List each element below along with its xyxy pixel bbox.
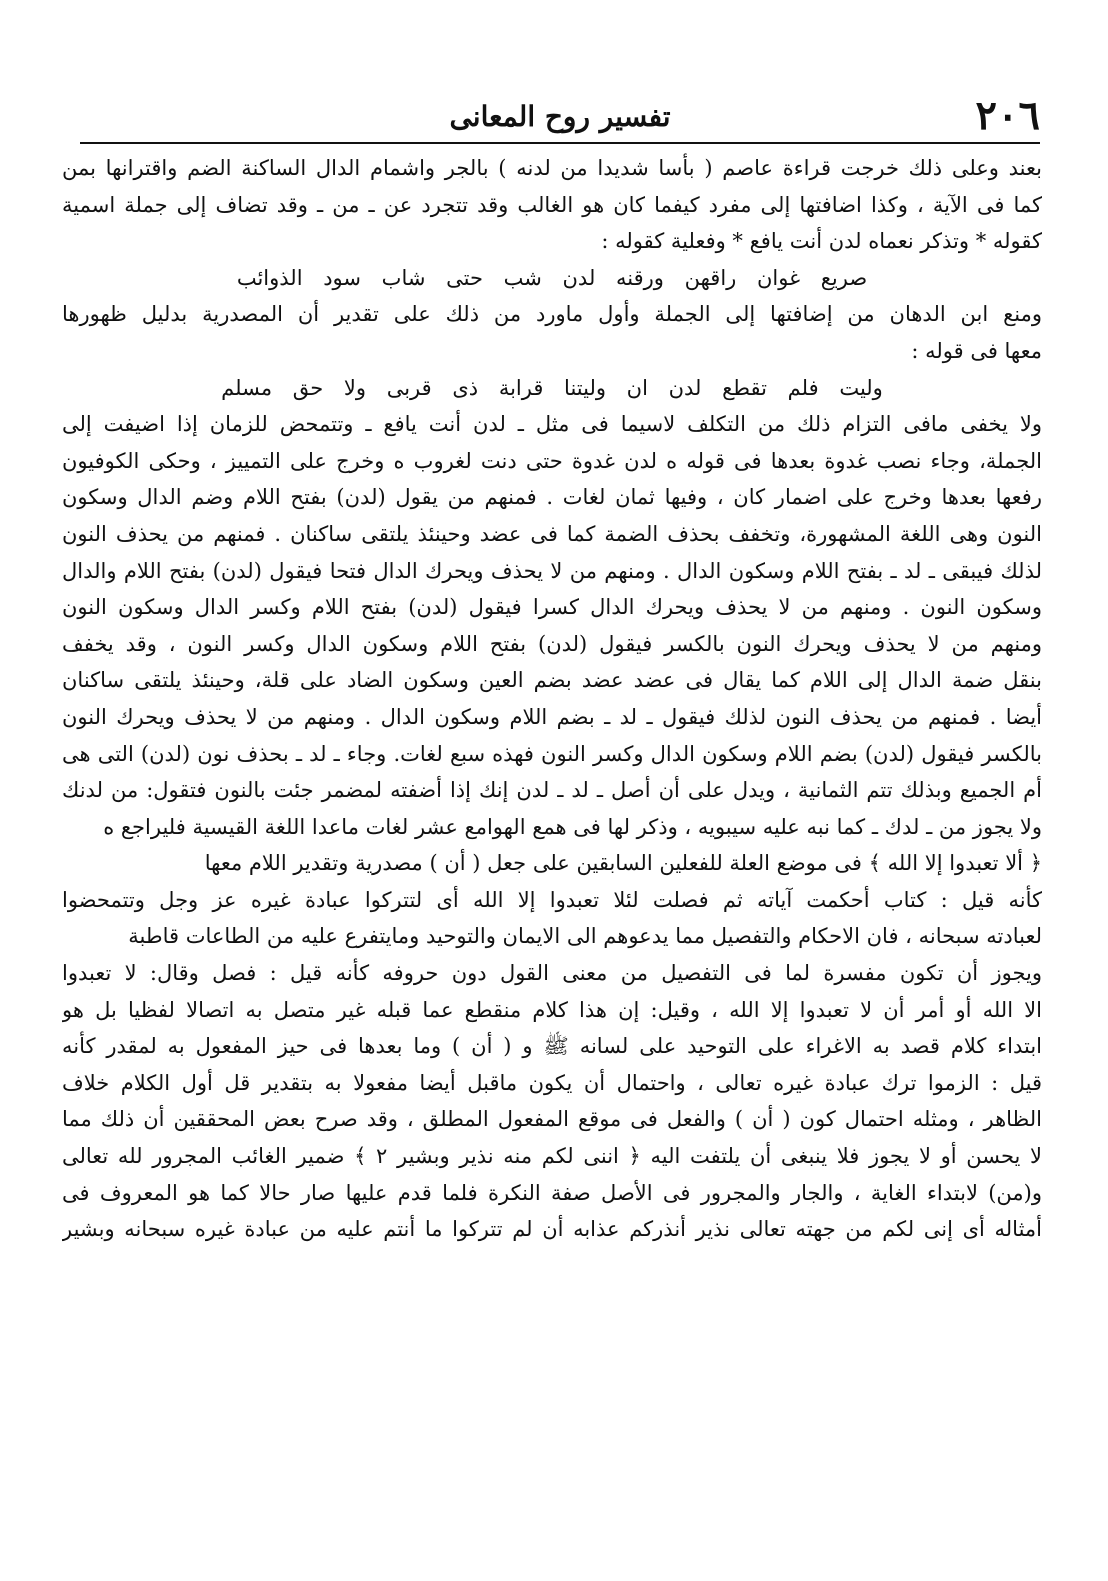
text-line: لا يحسن أو لا يجوز فلا ينبغى أن يلتفت اليه ﴿ اننى لكم منه نذير وبشير ٢ ﴾ ضمير الغائب المجرور لله تعالى [62,1144,1042,1169]
text-line: قيل : الزموا ترك عبادة غيره تعالى ، واحتمال أن يكون ماقبل أيضا مفعولا به بتقدير قل أول الكلام خلاف [62,1070,1042,1095]
text-line: كما فى الآية ، وكذا اضافتها إلى مفرد كيفما كان هو الغالب وقد تتجرد عن ـ من ـ وقد تضاف إلى جملة اسمية [62,192,1042,217]
text-line: ولا يجوز من ـ لدك ـ كما نبه عليه سيبويه ، وذكر لها فى همع الهوامع عشر لغات ماعدا اللغة القيسية فليراجع ه [103,814,1042,839]
text-line: أيضا . فمنهم من يحذف النون لذلك فيقول ـ لد ـ بضم اللام وسكون الدال . ومنهم من لا يحذف ويحرك النون [62,704,1042,729]
text-line: بنقل ضمة الدال إلى اللام كما يقال فى عضد عضد بضم العين وسكون الضاد على قلة، وحينئذ يلتقى ساكنان [62,668,1042,693]
text-line: لعبادته سبحانه ، فان الاحكام والتفصيل مما يدعوهم الى الايمان والتوحيد ومايتفرع عليه من الطاعات قاطبة [128,924,1042,949]
text-line: بعند وعلى ذلك خرجت قراءة عاصم ( بأسا شديدا من لدنه ) بالجر واشمام الدال الساكنة الضم واقترانها بمن [62,156,1042,180]
text-line: ومنهم من لا يحذف ويحرك النون بالكسر فيقول (لدن) بفتح اللام وسكون الدال وكسر النون ، وقد يخفف [62,631,1042,656]
text-line: أم الجميع وبذلك تتم الثمانية ، ويدل على أن أصل ـ لد ـ لدن إنك إذا أضفته لمضمر جئت بالنون فتقول: من لدنك [62,778,1042,803]
poetry-verse: وليت فلم تقطع لدن ان وليتنا قرابة ذى قربى ولا حق مسلم [221,375,883,400]
text-line: وسكون النون . ومنهم من لا يحذف ويحرك الدال كسرا فيقول (لدن) بفتح اللام وكسر الدال وسكون النون [62,595,1042,620]
text-line: الا الله أو أمر أن لا تعبدوا إلا الله ، وقيل: إن هذا كلام منقطع عما قبله غير متصل به اتصالا لفظيا بل هو [62,997,1042,1022]
verse-heading: ﴿ ألا تعبدوا إلا الله ﴾ فى موضع العلة للفعلين السابقين على جعل ( أن ) مصدرية وتقدير اللام معها [204,851,1042,876]
text-line: لذلك فيبقى ـ لد ـ بفتح اللام وسكون الدال . ومنهم من لا يحذف ويحرك الدال فتحا فيقول (لدن) بفتح اللام والدال [62,558,1042,583]
poetry-verse: صريع غوان راقهن ورقنه لدن شب حتى شاب سود الذوائب [236,265,868,290]
text-line: أمثاله أى إنى لكم من جهته تعالى نذير أنذركم عذابه أن لم تتركوا ما أنتم عليه من عبادة غيره سبحانه وبشير [62,1217,1042,1242]
commentary-text [62,150,1042,1248]
text-line: الظاهر ، ومثله احتمال كون ( أن ) والفعل فى موقع المفعول المطلق ، وقد صرح بعض المحققين أن ذلك مما [62,1107,1042,1132]
text-line: الجملة، وجاء نصب غدوة بعدها فى قوله ه لدن غدوة حتى دنت لغروب ه وخرج على التمييز ، وحكى الكوفيون [62,448,1042,473]
running-title: تفسير روح المعانى [449,100,671,133]
text-line: بالكسر فيقول (لدن) بضم اللام وسكون الدال وكسر النون فهذه سبع لغات. وجاء ـ لد ـ بحذف نون (لدن) التى هى [62,741,1042,766]
text-line: ولا يخفى مافى التزام ذلك من التكلف لاسيما فى مثل ـ لدن أنت يافع ـ وتتمحض للزمان إذا اضيفت إلى [62,412,1042,437]
text-line: رفعها بعدها وخرج على اضمار كان ، وفيها ثمان لغات . فمنهم من يقول (لدن) بفتح اللام وضم الدال وسكون [62,485,1042,510]
text-line: كقوله * وتذكر نعماه لدن أنت يافع * وفعلية كقوله : [601,229,1042,254]
text-line: ويجوز أن تكون مفسرة لما فى التفصيل من معنى القول دون حروفه كأنه قيل : فصل وقال: لا تعبدوا [62,961,1042,986]
text-line: معها فى قوله : [911,338,1042,363]
text-line: ابتداء كلام قصد به الاغراء على التوحيد على لسانه ﷺ و ( أن ) وما بعدها فى حيز المفعول به لمقدر كأنه [62,1034,1042,1059]
text-line: ومنع ابن الدهان من إضافتها إلى الجملة وأول ماورد من ذلك على تقدير أن المصدرية بدليل ظهورها [62,302,1042,327]
text-line: كأنه قيل : كتاب أحكمت آياته ثم فصلت لئلا تعبدوا إلا الله أى لتتركوا عبادة غيره عز وجل وتتمحضوا [62,887,1042,912]
page-number: ٢٠٦ [975,92,1040,139]
page-header [80,92,1040,144]
text-line: النون وهى اللغة المشهورة، وتخفف بحذف الضمة كما فى عضد وحينئذ يلتقى ساكنان . فمنهم من يحذف النون [62,521,1042,546]
text-line: و(من) لابتداء الغاية ، والجار والمجرور فى الأصل صفة النكرة فلما قدم عليها صار حالا كما هو المعروف فى [62,1180,1042,1205]
